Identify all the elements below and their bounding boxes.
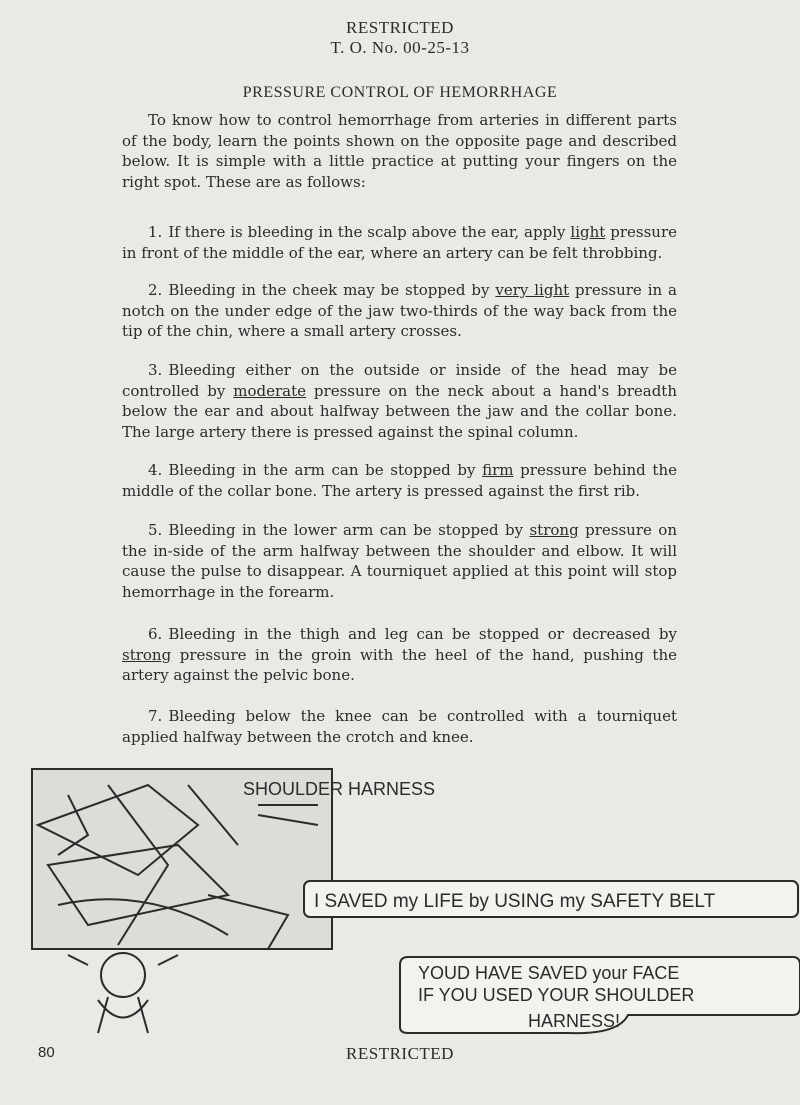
- item-text: pressure in front of the middle of the ear, where an artery can be felt throbbing.: [122, 223, 677, 262]
- item-number: 2.: [148, 281, 163, 299]
- bubble-line-2: IF YOU USED YOUR SHOULDER: [418, 985, 695, 1005]
- item-text: pressure on the in-side of the arm halfway between the shoulder and elbow. It will cause the pulse to disappear. A tourniquet applied at this point will stop hemorrhage in the forearm.: [122, 521, 677, 601]
- item-text: Bleeding in the arm can be stopped by: [168, 461, 483, 479]
- list-item-2: [122, 280, 677, 342]
- list-item-1: [122, 222, 677, 263]
- item-text: pressure on the neck about a hand's breadth below the ear and about halfway between the jaw and the collar bone. The large artery there is pressed against the spinal column.: [122, 381, 677, 441]
- harness-label: SHOULDER HARNESS: [243, 779, 436, 799]
- item-number: 6.: [148, 625, 163, 643]
- item-emphasis: moderate: [233, 381, 307, 400]
- item-text: pressure in a notch on the under edge of the jaw two-thirds of the way back from the tip of the chin, where a small artery crosses.: [122, 281, 678, 340]
- bubble-line-3: HARNESS!: [528, 1011, 621, 1031]
- item-number: 7.: [148, 707, 163, 725]
- item-number: 4.: [148, 461, 163, 479]
- bubble-line-1: YOUD HAVE SAVED your FACE: [418, 963, 680, 983]
- item-emphasis: firm: [482, 461, 514, 479]
- page-number: 80: [38, 1044, 55, 1061]
- item-emphasis: strong: [529, 521, 579, 539]
- item-emphasis: light: [570, 223, 606, 241]
- page-title: PRESSURE CONTROL OF HEMORRHAGE: [242, 84, 558, 101]
- item-emphasis: strong: [122, 645, 172, 664]
- item-text: pressure behind the middle of the collar bone. The artery is pressed against the first rib.: [122, 461, 677, 500]
- item-text: pressure in the groin with the heel of the hand, pushing the artery against the pelvic bone.: [122, 645, 677, 684]
- item-text: Bleeding in the cheek may be stopped by: [168, 281, 496, 299]
- item-text: Bleeding in the thigh and leg can be stopped or decreased by: [168, 625, 677, 643]
- document-number: T. O. No. 00-25-13: [330, 38, 470, 57]
- classification-marking: RESTRICTED: [346, 18, 454, 37]
- list-item-4: [122, 460, 677, 501]
- intro-paragraph: To know how to control hemorrhage from arteries in different parts of the body, learn the points shown on the opposite page and described below. It is simple with a little practice at putting your fingers on the right spot. These are as follows:: [122, 111, 677, 191]
- item-number: 1.: [148, 223, 163, 241]
- pilot-figure-icon: [68, 953, 178, 1033]
- item-text: Bleeding either on the outside or inside of the head may be controlled by: [122, 361, 677, 400]
- item-number: 3.: [148, 361, 163, 379]
- list-item-5: [122, 520, 677, 602]
- banner-text: I SAVED my LIFE by USING my SAFETY BELT: [314, 891, 716, 912]
- list-item-3: [122, 360, 677, 442]
- list-item-7: [122, 706, 677, 747]
- item-number: 5.: [148, 521, 163, 539]
- item-emphasis: very light: [495, 281, 570, 299]
- footer-classification: RESTRICTED: [346, 1044, 454, 1063]
- item-text: Bleeding in the lower arm can be stopped by: [168, 521, 530, 539]
- item-text: If there is bleeding in the scalp above the ear, apply: [168, 223, 571, 241]
- item-text: Bleeding below the knee can be controlled with a tourniquet applied halfway between the crotch and knee.: [122, 707, 677, 746]
- page-header: [0, 18, 800, 58]
- safety-cartoon-illustration: [28, 765, 800, 1035]
- list-item-6: [122, 624, 677, 686]
